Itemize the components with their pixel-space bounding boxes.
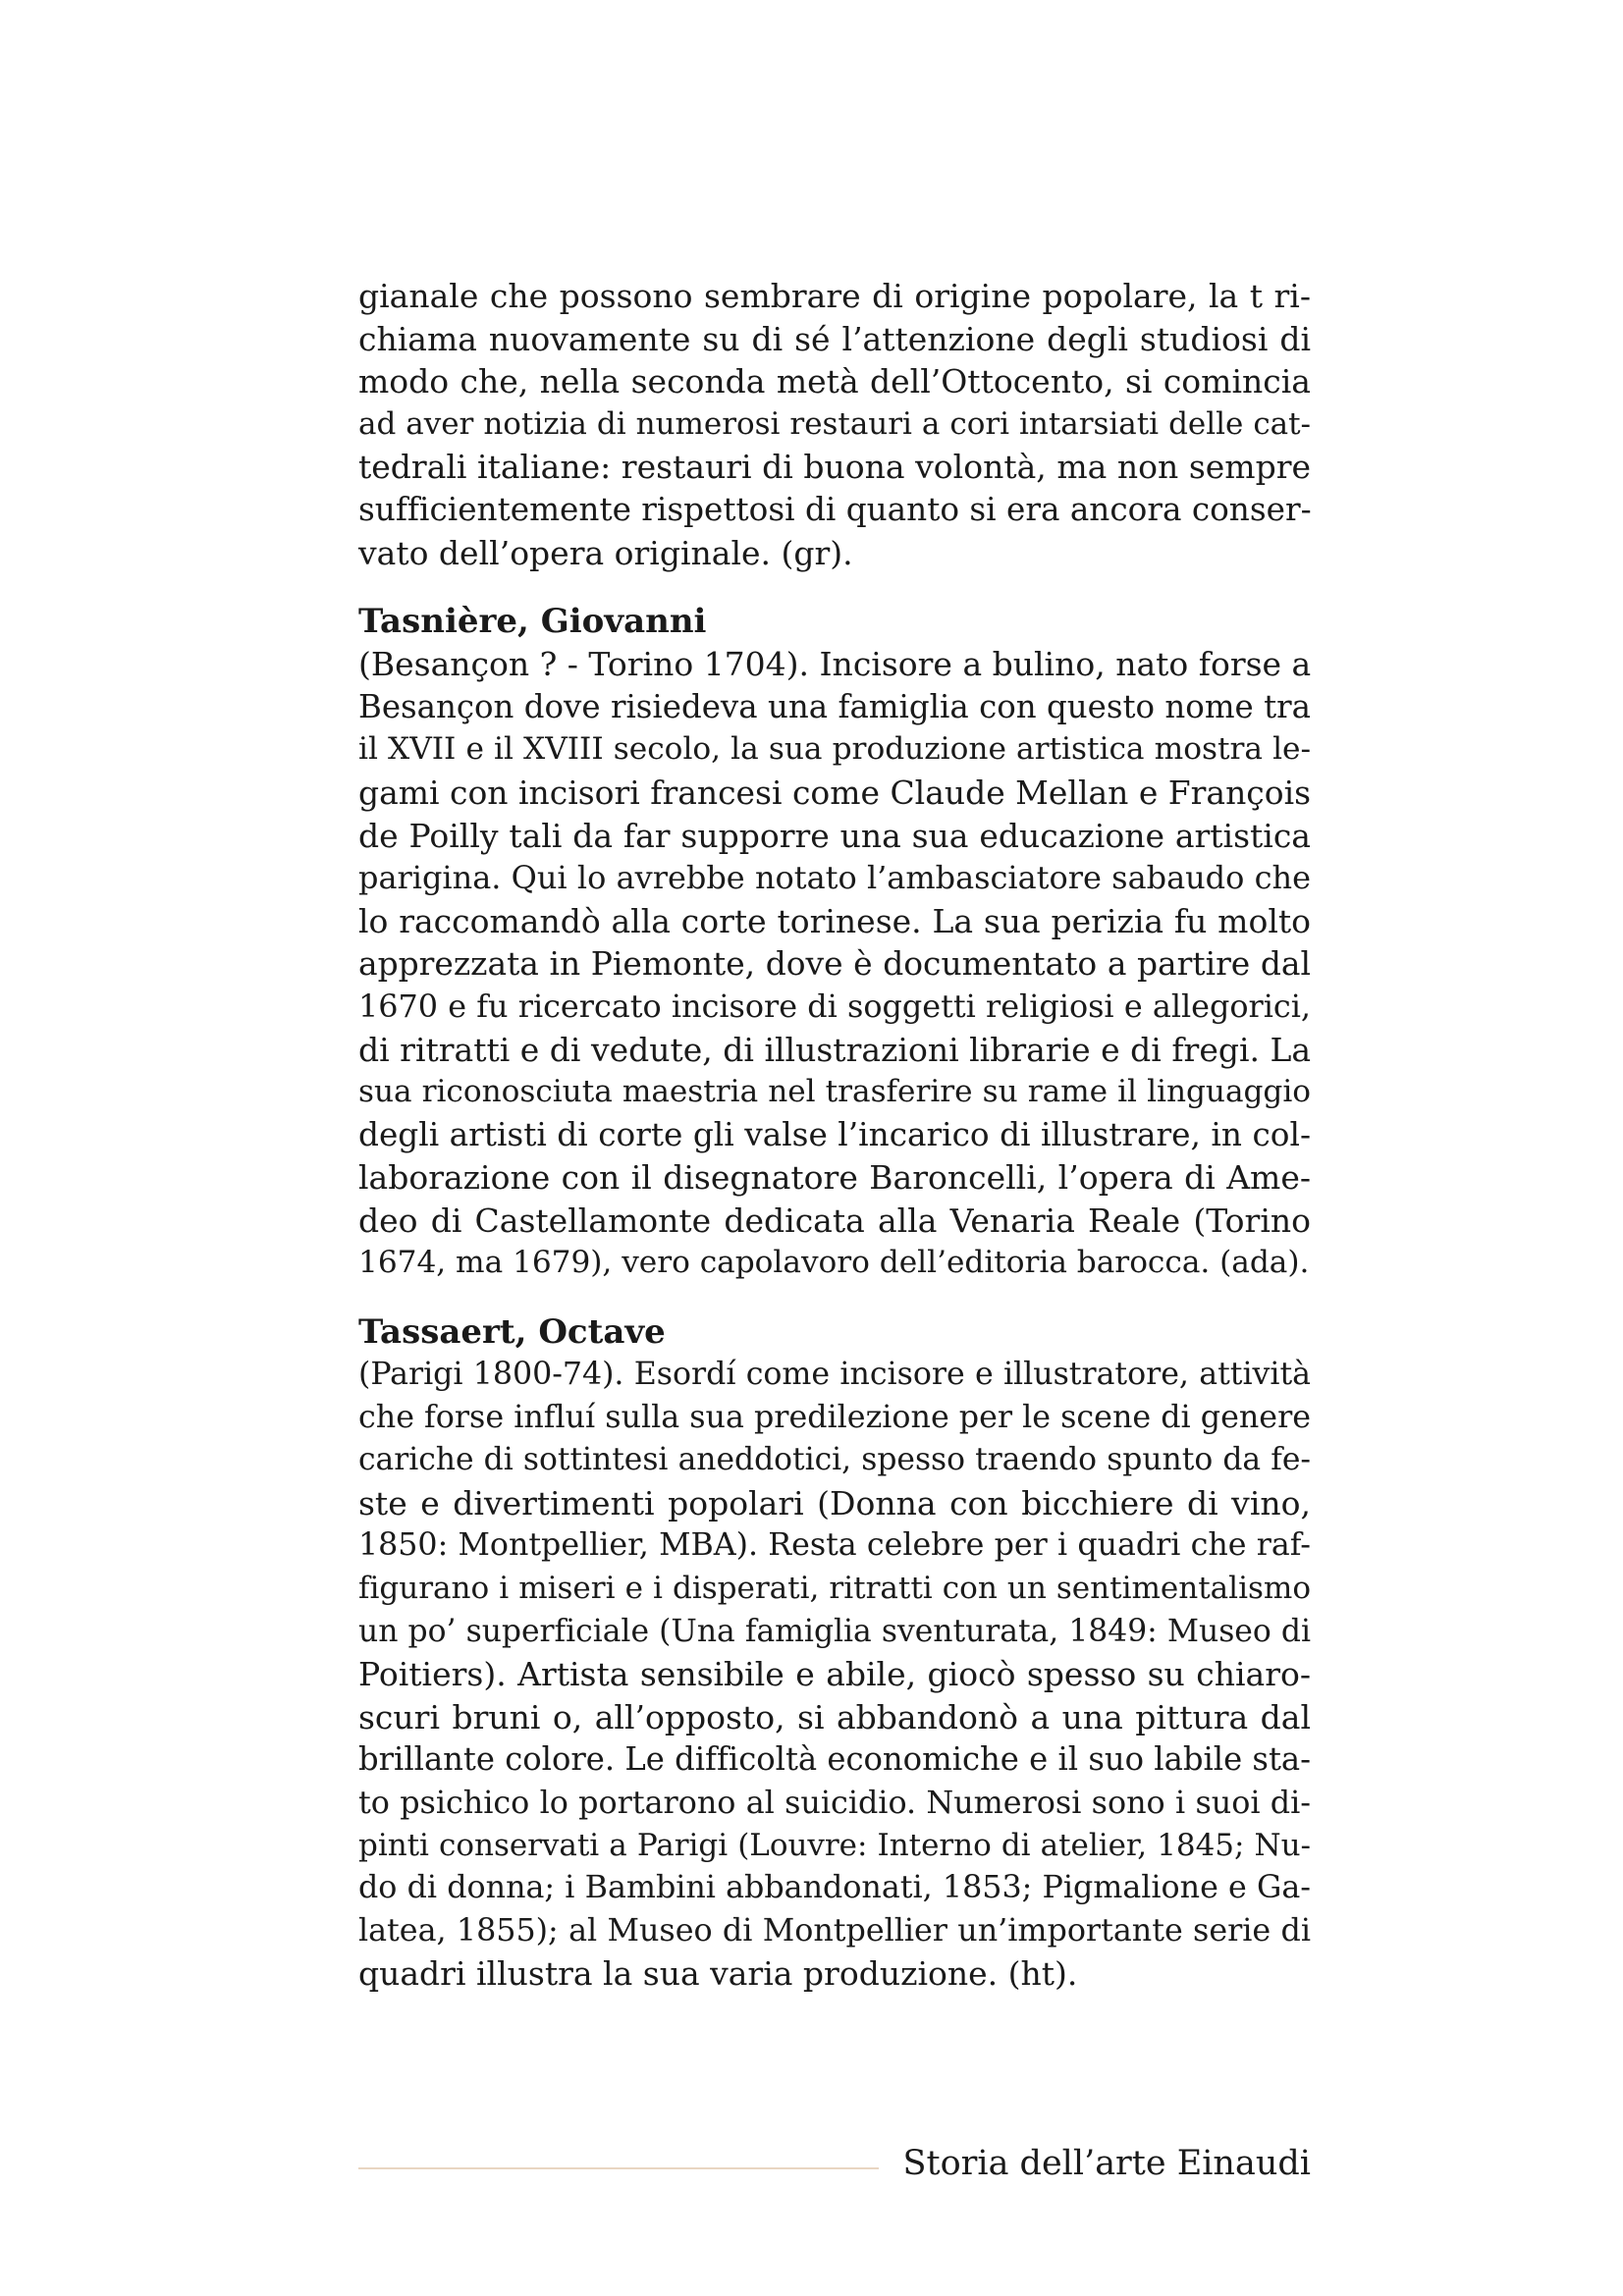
text-line: tedrali italiane: restauri di buona volontà, ma non sempre xyxy=(358,448,1311,487)
entry-body-tasniere xyxy=(358,643,1311,1285)
text-line: 1674, ma 1679), vero capolavoro dell’editoria barocca. (ada). xyxy=(358,1245,1310,1281)
text-line: brillante colore. Le difficoltà economiche e il suo labile sta- xyxy=(358,1740,1311,1779)
text-line: do di donna; i Bambini abbandonati, 1853; Pigmalione e Ga- xyxy=(358,1870,1311,1906)
text-line: gianale che possono sembrare di origine popolare, la t ri- xyxy=(358,277,1311,315)
text-line: quadri illustra la sua varia produzione. (ht). xyxy=(358,1954,1078,1994)
text-line: deo di Castellamonte dedicata alla Venaria Reale (Torino xyxy=(358,1201,1311,1240)
spacer xyxy=(358,1285,1311,1310)
text-line: Poitiers). Artista sensibile e abile, giocò spesso su chiaro- xyxy=(358,1655,1311,1694)
page-footer xyxy=(358,2140,1311,2189)
text-line: che forse influí sulla sua predilezione per le scene di genere xyxy=(358,1399,1311,1435)
text-line: scuri bruni o, all’opposto, si abbandonò a una pittura dal xyxy=(358,1697,1311,1736)
text-line: sufficientemente rispettosi di quanto si era ancora conser- xyxy=(358,490,1312,528)
text-line: apprezzata in Piemonte, dove è documentato a partire dal xyxy=(358,944,1311,984)
text-line: (Besançon ? - Torino 1704). Incisore a bulino, nato forse a xyxy=(358,645,1312,684)
text-line: 1670 e fu ricercato incisore di soggetti religiosi e allegorici, xyxy=(358,987,1311,1025)
entry-title-tasniere: Tasnière, Giovanni xyxy=(358,602,707,642)
text-line: chiama nuovamente su di sé l’attenzione degli studiosi di xyxy=(358,319,1311,358)
text-line: gami con incisori francesi come Claude Mellan e François xyxy=(358,773,1312,812)
text-line: (Parigi 1800-74). Esordí come incisore e illustratore, attività xyxy=(358,1357,1311,1393)
text-line: degli artisti di corte gli valse l’incarico di illustrare, in col- xyxy=(358,1115,1311,1153)
text-line: Besançon dove risiedeva una famiglia con questo nome tra xyxy=(358,687,1311,725)
text-line: parigina. Qui lo avrebbe notato l’ambasciatore sabaudo che xyxy=(358,859,1311,897)
text-line: di ritratti e di vedute, di illustrazioni librarie e di fregi. La xyxy=(358,1030,1312,1069)
spacer xyxy=(358,574,1311,600)
text-line: sua riconosciuta maestria nel trasferire su rame il linguaggio xyxy=(358,1074,1311,1110)
text-line: lo raccomandò alla corte torinese. La sua perizia fu molto xyxy=(358,901,1311,940)
text-line: figurano i miseri e i disperati, ritratti con un sentimentalismo xyxy=(358,1571,1311,1607)
entry-body-tassaert xyxy=(358,1354,1311,1996)
text-line: latea, 1855); al Museo di Montpellier un’importante serie di xyxy=(358,1912,1311,1949)
text-line: modo che, nella seconda metà dell’Ottocento, si comincia xyxy=(358,362,1311,401)
footer-rule xyxy=(358,2167,879,2169)
intro-paragraph xyxy=(358,275,1311,574)
text-line: ste e divertimenti popolari (Donna con bicchiere di vino, xyxy=(358,1483,1311,1522)
footer-publisher-text: Storia dell’arte Einaudi xyxy=(902,2144,1311,2183)
text-line: laborazione con il disegnatore Baroncelli, l’opera di Ame- xyxy=(358,1158,1311,1198)
text-line: pinti conservati a Parigi (Louvre: Interno di atelier, 1845; Nu- xyxy=(358,1827,1311,1863)
text-line: to psichico lo portarono al suicidio. Numerosi sono i suoi di- xyxy=(358,1784,1311,1821)
text-line: un po’ superficiale (Una famiglia sventurata, 1849: Museo di xyxy=(358,1613,1311,1649)
text-line: il XVII e il XVIII secolo, la sua produzione artistica mostra le- xyxy=(358,731,1311,768)
text-line: de Poilly tali da far supporre una sua educazione artistica xyxy=(358,816,1311,855)
entry-title-tassaert: Tassaert, Octave xyxy=(358,1312,666,1353)
text-line: cariche di sottintesi aneddotici, spesso traendo spunto da fe- xyxy=(358,1442,1311,1478)
text-line: ad aver notizia di numerosi restauri a cori intarsiati delle cat- xyxy=(358,405,1311,442)
page-body xyxy=(358,275,1311,1996)
text-line: vato dell’opera originale. (gr). xyxy=(358,533,853,572)
text-line: 1850: Montpellier, MBA). Resta celebre per i quadri che raf- xyxy=(358,1527,1311,1564)
